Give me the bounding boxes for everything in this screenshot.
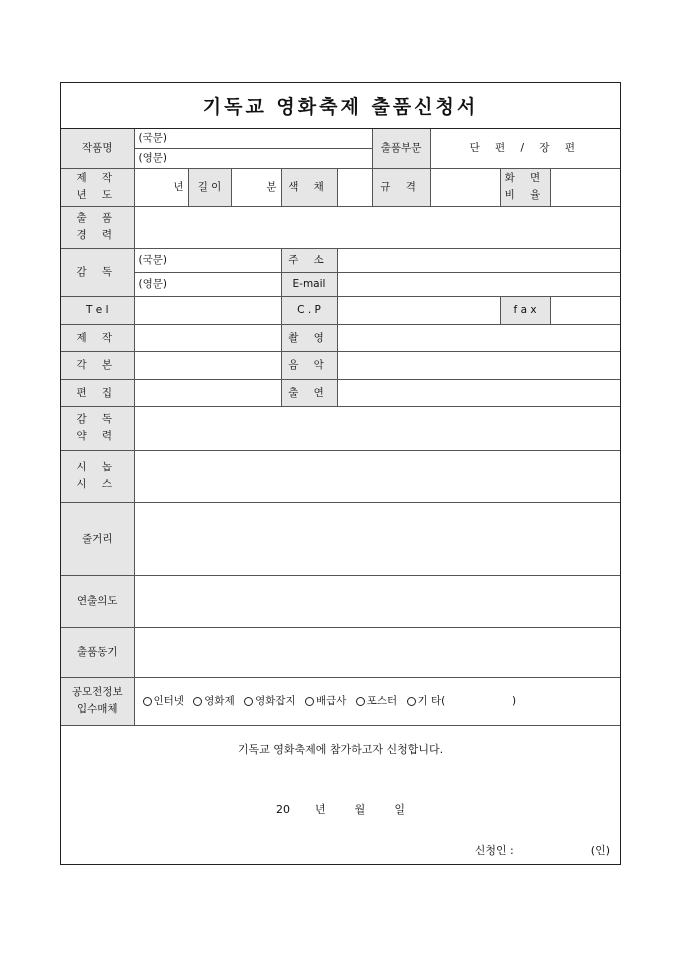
length-field[interactable]: 분 — [231, 168, 281, 206]
media-option-poster[interactable]: 포스터 — [350, 694, 397, 708]
history-field[interactable] — [134, 206, 620, 248]
director-korean-field[interactable]: (국문) — [134, 248, 281, 272]
screenplay-field[interactable] — [134, 351, 281, 379]
screenplay-label: 각 본 — [61, 351, 134, 379]
category-label: 출품부문 — [372, 129, 430, 168]
media-option-internet[interactable]: 인터넷 — [143, 694, 184, 708]
fax-field[interactable] — [550, 296, 620, 324]
editing-field[interactable] — [134, 379, 281, 406]
cast-field[interactable] — [337, 379, 620, 406]
synopsis-field[interactable] — [134, 450, 620, 502]
tel-field[interactable] — [134, 296, 281, 324]
work-name-korean-field[interactable] — [134, 129, 372, 148]
work-name-english-field[interactable] — [134, 148, 372, 168]
spec-label: 규 격 — [372, 168, 430, 206]
seal-mark: (인) — [590, 844, 610, 857]
history-label: 출 품 경 력 — [61, 206, 134, 248]
address-field[interactable] — [337, 248, 620, 272]
intent-field[interactable] — [134, 575, 620, 627]
category-value[interactable]: 단 편 / 장 편 — [430, 129, 620, 168]
form-title: 기독교 영화축제 출품신청서 — [61, 83, 620, 129]
media-option-distributor[interactable]: 배급사 — [299, 694, 346, 708]
media-option-festival[interactable]: 영화제 — [187, 694, 234, 708]
work-name-label: 작품명 — [61, 129, 134, 168]
form-footer — [61, 732, 620, 864]
director-bio-label: 감 독 약 력 — [61, 406, 134, 450]
source-label: 공모전정보 입수매체 — [61, 677, 134, 725]
cp-label: C . P — [281, 296, 337, 324]
cinematography-label: 촬 영 — [281, 324, 337, 351]
producer-label: 제 작 — [61, 324, 134, 351]
director-english-field[interactable]: (영문) — [134, 272, 281, 296]
application-form — [60, 82, 621, 865]
motive-field[interactable] — [134, 627, 620, 677]
plot-field[interactable] — [134, 502, 620, 575]
editing-label: 편 집 — [61, 379, 134, 406]
intent-label: 연출의도 — [61, 575, 134, 627]
radio-icon — [244, 697, 253, 706]
cp-field[interactable] — [337, 296, 500, 324]
media-close-paren: ) — [511, 695, 517, 707]
media-option-other[interactable]: 기 타( — [401, 694, 446, 708]
production-year-field[interactable]: 년 — [134, 168, 188, 206]
media-options — [134, 677, 620, 725]
footer-statement: 기독교 영화축제에 참가하고자 신청합니다. — [237, 743, 444, 756]
director-bio-field[interactable] — [134, 406, 620, 450]
radio-icon — [143, 697, 152, 706]
plot-label: 줄거리 — [61, 502, 134, 575]
music-label: 음 악 — [281, 351, 337, 379]
spec-field[interactable] — [430, 168, 500, 206]
radio-icon — [193, 697, 202, 706]
aspect-ratio-label: 화 면 비 율 — [500, 168, 550, 206]
synopsis-label: 시 놉 시 스 — [61, 450, 134, 502]
fax-label: f a x — [500, 296, 550, 324]
cinematography-field[interactable] — [337, 324, 620, 351]
length-label: 길 이 — [188, 168, 231, 206]
radio-icon — [305, 697, 314, 706]
cast-label: 출 연 — [281, 379, 337, 406]
color-field[interactable] — [337, 168, 372, 206]
english-hint: (영문) — [138, 152, 167, 164]
footer-applicant[interactable]: 신청인 : (인) — [474, 844, 610, 857]
music-field[interactable] — [337, 351, 620, 379]
production-year-label: 제 작 년 도 — [61, 168, 134, 206]
footer-date[interactable]: 20 년 월 일 — [276, 803, 405, 816]
email-label: E-mail — [281, 272, 337, 296]
tel-label: T e l — [61, 296, 134, 324]
media-option-magazine[interactable]: 영화잡지 — [238, 694, 296, 708]
motive-label: 출품동기 — [61, 627, 134, 677]
email-field[interactable] — [337, 272, 620, 296]
producer-field[interactable] — [134, 324, 281, 351]
address-label: 주 소 — [281, 248, 337, 272]
radio-icon — [407, 697, 416, 706]
radio-icon — [356, 697, 365, 706]
color-label: 색 채 — [281, 168, 337, 206]
form-table — [61, 129, 620, 726]
director-label: 감 독 — [61, 248, 134, 296]
aspect-ratio-field[interactable] — [550, 168, 620, 206]
korean-hint: (국문) — [138, 132, 167, 145]
